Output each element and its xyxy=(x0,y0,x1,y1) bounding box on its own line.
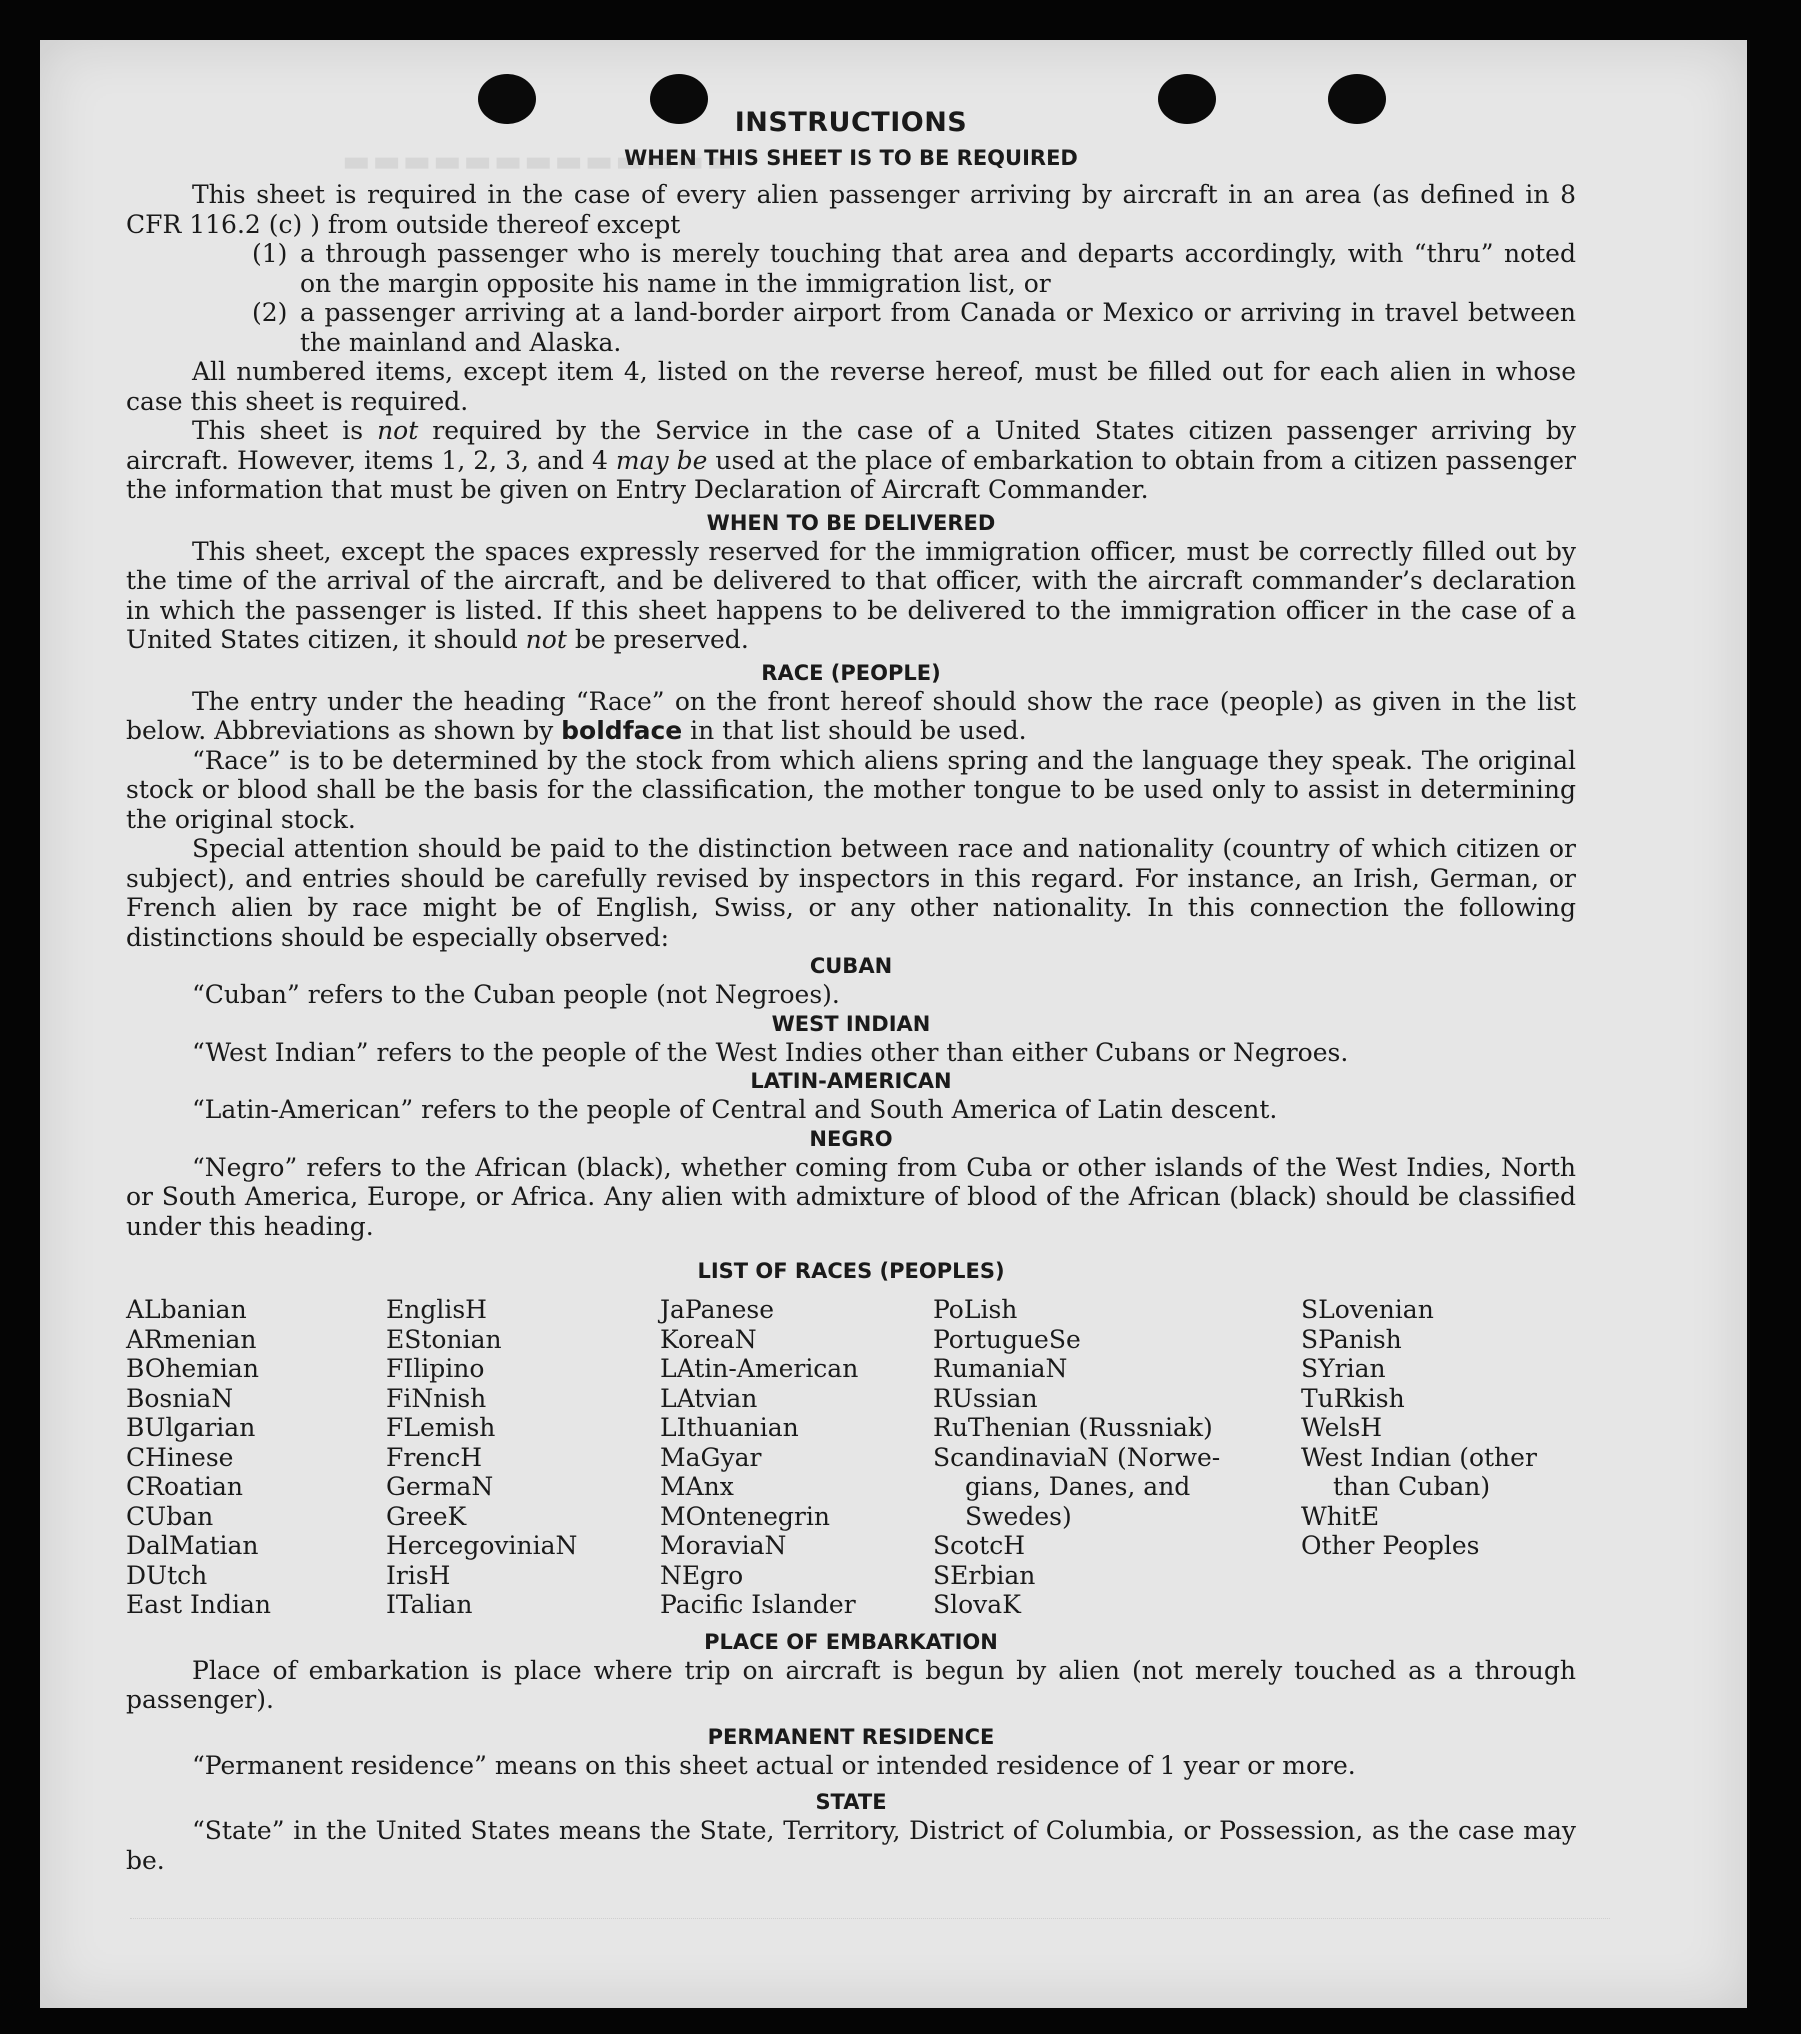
section-heading-delivered: WHEN TO BE DELIVERED xyxy=(706,510,996,535)
delivered-emphasis: not xyxy=(525,625,567,654)
instructions-content xyxy=(126,106,1576,1875)
race-entry: ARmenian xyxy=(126,1324,257,1354)
race-entry: BUlgarian xyxy=(126,1413,256,1442)
race-text: in that list should be used. xyxy=(682,716,1027,745)
section-heading-state: STATE xyxy=(815,1790,887,1814)
definition-text: “Negro” refers to the African (black), whether coming from Cuba or other islands of the West Indies, North or South America, Europe, or Africa. Any alien with admixture of blood of the African (black) should be classified under this heading. xyxy=(126,1152,1576,1241)
definition-text: “Latin-American” refers to the people of Central and South America of Latin descent. xyxy=(192,1095,1278,1124)
race-entry: Other Peoples xyxy=(1301,1531,1480,1560)
race-entry: MOntenegrin xyxy=(660,1501,830,1531)
race-entry: SlovaK xyxy=(933,1590,1021,1619)
document-page xyxy=(40,40,1747,2008)
section-heading-embarkation: PLACE OF EMBARKATION xyxy=(704,1629,998,1654)
race-entry: BosniaN xyxy=(126,1383,234,1413)
race-entry: NEgro xyxy=(660,1560,744,1590)
numbered-items-paragraph: All numbered items, except item 4, listed on the reverse hereof, must be filled out for each alien in whose case this sheet is required. xyxy=(126,357,1576,416)
race-entry: FLemish xyxy=(386,1413,496,1442)
race-entry: DUtch xyxy=(126,1560,208,1590)
bleed-through-text: ▬▬▬▬▬▬▬▬▬▬▬▬▬ xyxy=(340,144,735,179)
race-entry: ScotcH xyxy=(933,1531,1026,1560)
citizen-paragraph xyxy=(126,416,1576,505)
race-entry: ScandinaviaN (Norwe- xyxy=(933,1442,1221,1472)
race-entry: LIthuanian xyxy=(660,1413,799,1442)
race-entry: MAnx xyxy=(660,1472,734,1501)
race-paragraph xyxy=(126,687,1576,746)
race-entry: KoreaN xyxy=(660,1324,757,1354)
section-heading-races: LIST OF RACES (PEOPLES) xyxy=(697,1259,1005,1283)
race-entry: RuThenian (Russniak) xyxy=(933,1413,1213,1442)
required-intro: This sheet is required in the case of every alien passenger arriving by aircraft in an area (as defined in 8 CFR 116.2 (c) ) from outside thereof except xyxy=(126,180,1576,239)
race-entry: SYrian xyxy=(1301,1354,1386,1383)
race-entry: ITalian xyxy=(386,1590,473,1619)
residence-paragraph: “Permanent residence” means on this sheet actual or intended residence of 1 year or more. xyxy=(192,1750,1356,1780)
embarkation-paragraph: Place of embarkation is place where trip on aircraft is begun by alien (not merely touched as a through passenger). xyxy=(126,1655,1576,1714)
race-entry: CHinese xyxy=(126,1442,234,1472)
race-entry: Pacific Islander xyxy=(660,1590,856,1619)
citizen-emphasis: not xyxy=(377,416,419,445)
exception-text: a through passenger who is merely touching that area and departs accordingly, with “thru” noted on the margin opposite his name in the immigration list, or xyxy=(300,239,1576,298)
race-column xyxy=(126,1295,386,1620)
citizen-text: used at the place of embarkation to obtain from a citizen passenger the information that must be given on Entry Declaration of Aircraft Commander. xyxy=(126,445,1576,504)
race-paragraph: “Race” is to be determined by the stock from which aliens spring and the language they speak. The original stock or blood shall be the basis for the classification, the mother tongue to be used only to assist in determining the original stock. xyxy=(126,745,1576,834)
section-heading-race: RACE (PEOPLE) xyxy=(761,660,941,685)
race-entry: TuRkish xyxy=(1301,1383,1405,1413)
race-entry: JaPanese xyxy=(660,1295,775,1324)
race-entry: SPanish xyxy=(1301,1324,1402,1354)
section-heading-residence: PERMANENT RESIDENCE xyxy=(707,1724,995,1749)
exception-item xyxy=(126,239,1576,298)
race-entry: CRoatian xyxy=(126,1472,243,1501)
race-entry-continued: Swedes) xyxy=(965,1501,1072,1531)
definition-heading: WEST INDIAN xyxy=(771,1011,931,1036)
race-entry: WelsH xyxy=(1301,1413,1383,1442)
section-heading-when-required: WHEN THIS SHEET IS TO BE REQUIRED xyxy=(624,146,1078,170)
race-entry: EStonian xyxy=(386,1324,502,1354)
definition-heading: CUBAN xyxy=(809,954,893,978)
citizen-emphasis: may be xyxy=(615,445,708,475)
race-entry-continued: gians, Danes, and xyxy=(965,1472,1191,1501)
race-entry: MoraviaN xyxy=(660,1531,787,1560)
race-entry: GermaN xyxy=(386,1472,494,1501)
race-entry: FiNnish xyxy=(386,1383,487,1413)
race-entry: LAtvian xyxy=(660,1383,758,1413)
race-entry: BOhemian xyxy=(126,1354,259,1383)
race-entry: DalMatian xyxy=(126,1531,259,1560)
race-entry: SErbian xyxy=(933,1560,1036,1590)
race-entry: IrisH xyxy=(386,1560,451,1590)
race-entry: East Indian xyxy=(126,1590,271,1619)
race-entry: EnglisH xyxy=(386,1295,487,1324)
definition-heading: LATIN-AMERICAN xyxy=(750,1069,952,1093)
race-column xyxy=(933,1295,1301,1620)
exception-number: (1) xyxy=(252,239,288,268)
delivered-text: This sheet, except the spaces expressly reserved for the immigration officer, must be correctly filled out by the time of the arrival of the aircraft, and be delivered to that officer, with the aircraft commander’s declaration in which the passenger is listed. If this sheet happens to be delivered to the immigration officer in the case of a United States citizen, it should xyxy=(126,536,1576,654)
citizen-text: required by the Service in the case of a United States citizen passenger arriving by aircraft. However, items 1, 2, 3, and 4 xyxy=(126,416,1576,475)
race-column xyxy=(660,1295,933,1620)
race-entry: FrencH xyxy=(386,1442,482,1472)
race-column xyxy=(1301,1295,1591,1620)
race-column xyxy=(386,1295,660,1620)
citizen-text: This sheet is xyxy=(192,416,378,445)
race-entry: HercegoviniaN xyxy=(386,1531,578,1560)
race-entry: RUssian xyxy=(933,1383,1038,1413)
faded-footnote xyxy=(130,1918,1610,1929)
race-paragraph: Special attention should be paid to the distinction between race and nationality (country of which citizen or subject), and entries should be carefully revised by inspectors in this regard. For instance, an Irish, German, or French alien by race might be of English, Swiss, or any other nationality. In this connection the following distinctions should be especially observed: xyxy=(126,834,1576,952)
exception-item xyxy=(126,298,1576,357)
delivered-text: be preserved. xyxy=(566,625,749,654)
definition-heading: NEGRO xyxy=(809,1126,893,1151)
race-entry: ALbanian xyxy=(126,1295,247,1324)
race-entry-continued: than Cuban) xyxy=(1333,1472,1491,1501)
race-entry: PoLish xyxy=(933,1295,1018,1324)
definition-text: “West Indian” refers to the people of the West Indies other than either Cubans or Negroes. xyxy=(192,1037,1349,1067)
race-entry: MaGyar xyxy=(660,1442,762,1472)
race-entry: FIlipino xyxy=(386,1354,485,1383)
race-entry: GreeK xyxy=(386,1501,467,1531)
delivered-paragraph xyxy=(126,537,1576,655)
race-entry: SLovenian xyxy=(1301,1295,1434,1324)
race-list xyxy=(126,1295,1576,1620)
race-entry: PortugueSe xyxy=(933,1324,1081,1354)
exception-text: a passenger arriving at a land-border airport from Canada or Mexico or arriving in travel between the mainland and Alaska. xyxy=(300,298,1576,357)
page-title: INSTRUCTIONS xyxy=(734,107,968,138)
definition-text: “Cuban” refers to the Cuban people (not Negroes). xyxy=(192,980,840,1009)
race-entry: WhitE xyxy=(1301,1501,1380,1531)
state-paragraph: “State” in the United States means the State, Territory, District of Columbia, or Possession, as the case may be. xyxy=(126,1816,1576,1875)
exception-number: (2) xyxy=(252,298,288,327)
race-entry: RumaniaN xyxy=(933,1354,1068,1383)
race-text: The entry under the heading “Race” on the front hereof should show the race (people) as given in the list below. Abbreviations as shown by xyxy=(126,686,1576,745)
race-boldface-word: boldface xyxy=(561,716,683,745)
race-entry: CUban xyxy=(126,1501,214,1531)
race-entry: LAtin-American xyxy=(660,1354,859,1383)
race-entry: West Indian (other xyxy=(1301,1442,1537,1472)
